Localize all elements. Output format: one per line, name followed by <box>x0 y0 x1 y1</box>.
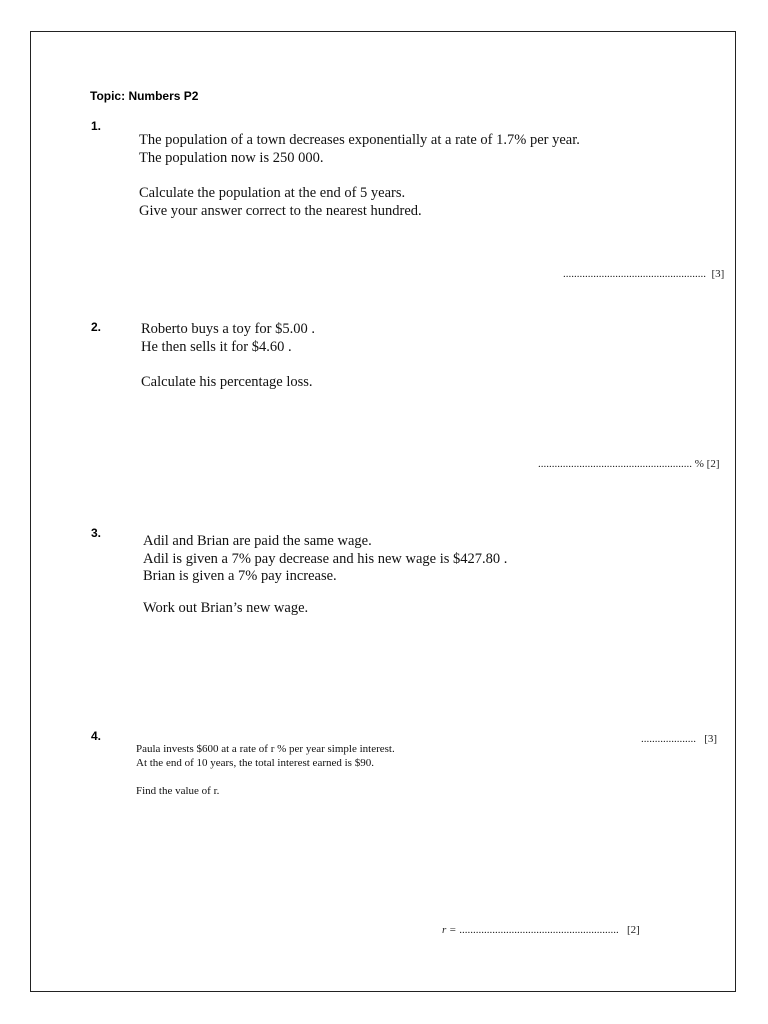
answer-dots: .......................................................... <box>459 924 619 936</box>
question-4-line-3: Find the value of r. <box>136 785 220 797</box>
question-1-number: 1. <box>91 119 102 133</box>
marks: [2] <box>706 458 720 470</box>
marks: [3] <box>711 268 725 280</box>
marks: [2] <box>626 924 640 936</box>
question-1-answer-line <box>563 268 724 280</box>
answer-dots: .................................................... <box>563 268 706 280</box>
answer-unit: % <box>694 458 704 470</box>
question-4-number: 4. <box>91 729 102 743</box>
question-1-line-1: The population of a town decreases exponentially at a rate of 1.7% per year. <box>139 132 580 148</box>
question-3-answer-line <box>641 733 717 745</box>
question-4-line-2: At the end of 10 years, the total interest earned is $90. <box>136 757 374 769</box>
question-4-line-1: Paula invests $600 at a rate of r % per year simple interest. <box>136 743 395 755</box>
question-3-line-1: Adil and Brian are paid the same wage. <box>143 533 372 549</box>
topic-heading: Topic: Numbers P2 <box>90 89 199 103</box>
question-2-answer-line <box>538 458 720 470</box>
answer-dots: ........................................................ <box>538 458 692 470</box>
question-2-line-3: Calculate his percentage loss. <box>141 374 313 390</box>
marks: [3] <box>704 733 718 745</box>
question-2-number: 2. <box>91 320 102 334</box>
question-3-number: 3. <box>91 526 102 540</box>
question-3-line-2: Adil is given a 7% pay decrease and his new wage is $427.80 . <box>143 551 508 567</box>
page-border <box>30 31 736 992</box>
question-3-line-3: Brian is given a 7% pay increase. <box>143 568 337 584</box>
question-3-line-4: Work out Brian’s new wage. <box>143 600 309 616</box>
question-1-line-3: Calculate the population at the end of 5 years. <box>139 185 406 201</box>
question-1-line-4: Give your answer correct to the nearest hundred. <box>139 203 422 219</box>
question-1-line-2: The population now is 250 000. <box>139 150 324 166</box>
question-4-answer-line <box>442 924 640 936</box>
question-2-line-1: Roberto buys a toy for $5.00 . <box>141 321 315 337</box>
answer-dots: .................... <box>641 733 696 745</box>
question-2-line-2: He then sells it for $4.60 . <box>141 339 292 355</box>
answer-variable: r = <box>442 924 457 936</box>
